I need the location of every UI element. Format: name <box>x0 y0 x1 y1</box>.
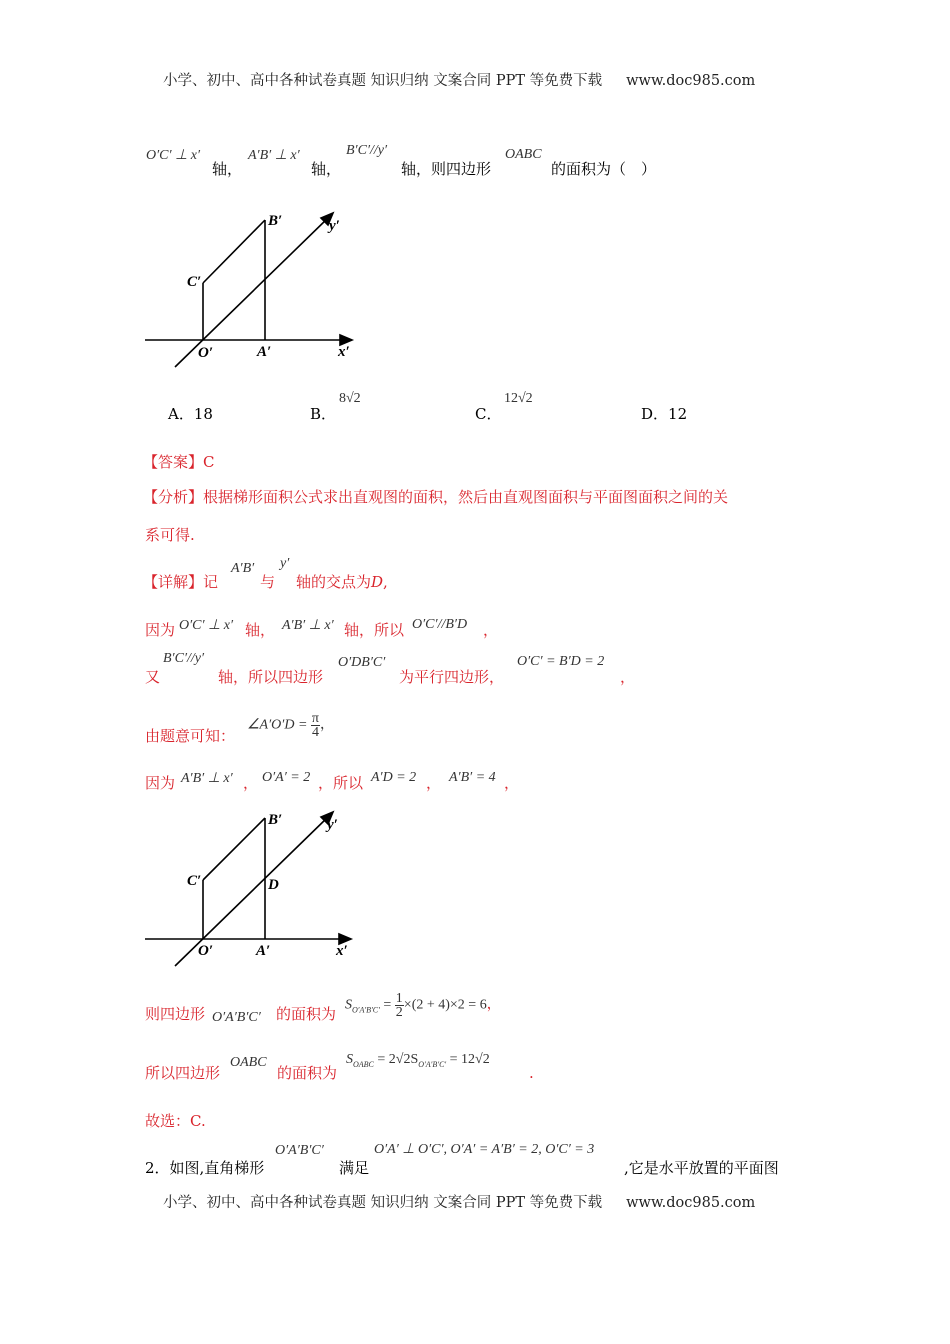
footer-text: 小学、初中、高中各种试卷真题 知识归纳 文案合同 PPT 等免费下载 <box>163 1195 603 1211</box>
text: 轴，所以四边形 <box>218 668 324 686</box>
text: ,它是水平放置的平面图 <box>624 1159 779 1177</box>
text: 所以四边形 <box>145 1064 221 1082</box>
math: O′A′B′C′ <box>275 1143 324 1158</box>
figure-1-labels <box>187 213 350 361</box>
text: 轴， <box>245 621 276 639</box>
text: ，所以 <box>318 774 364 792</box>
math: A′B′ = 4 <box>449 770 496 785</box>
analysis-line1: 【分析】根据梯形面积公式求出直观图的面积，然后由直观图面积与平面图面积之间的关 <box>143 488 729 506</box>
math: O′A′B′C′ <box>212 1010 261 1025</box>
label-a: A′ <box>257 344 272 360</box>
text: ， <box>243 774 259 792</box>
math: O′C′ ⊥ x′ <box>179 618 234 633</box>
text: 轴， <box>311 160 342 178</box>
text: 则四边形 <box>145 1005 206 1023</box>
math: ∠A′O′D = $\frac{\pi}{4}$ ， <box>247 711 334 740</box>
option-c-label: C． <box>475 405 502 423</box>
math: B′C′//y′ <box>163 651 205 666</box>
math: O′A′ ⊥ O′C′, O′A′ = A′B′ = 2, O′C′ = 3 <box>374 1142 595 1157</box>
math: OABC <box>230 1055 267 1070</box>
figure-2-labels <box>187 812 348 959</box>
text: ， <box>426 774 442 792</box>
page-footer <box>163 1191 755 1212</box>
text: 因为 <box>145 774 176 792</box>
figure-2 <box>145 812 351 966</box>
math: O′DB′C′ <box>338 655 386 670</box>
math: O′C′ = B′D = 2 <box>517 654 605 669</box>
text: ， <box>620 668 636 686</box>
text: 2．如图,直角梯形 <box>145 1159 265 1177</box>
math: A′B′ ⊥ x′ <box>181 771 233 786</box>
math: B′C′//y′ <box>346 143 388 158</box>
math: OABC <box>505 147 542 162</box>
label-b: B′ <box>268 213 283 229</box>
label-c: C′ <box>187 274 202 290</box>
analysis-line2: 系可得. <box>145 526 195 544</box>
option-b-label: B． <box>310 405 337 423</box>
math: $S_{OABC} = 2√2S_{O'A'B'C'} = 12√2$ <box>346 1052 490 1069</box>
option-d: D．12 <box>641 405 688 423</box>
text: 的面积为（ ） <box>551 160 657 178</box>
text: 的面积为 <box>277 1064 338 1082</box>
text: ， <box>483 621 499 639</box>
header-site: www.doc985.com <box>626 73 756 89</box>
label-b: B′ <box>268 812 283 828</box>
math: A′D = 2 <box>371 770 417 785</box>
math: A′B′ ⊥ x′ <box>248 148 300 163</box>
label-y: y′ <box>327 817 338 833</box>
math: O′C′ ⊥ x′ <box>146 148 201 163</box>
text: . <box>529 1064 534 1082</box>
text: 轴，所以 <box>344 621 405 639</box>
figure-1 <box>145 213 352 367</box>
label-a: A′ <box>256 943 271 959</box>
text: 又 <box>145 668 161 686</box>
label-c: C′ <box>187 873 202 889</box>
math: $S_{O'A'B'C'}$ = $\frac{1}{2}$ ×(2 + 4)×2 = 6， <box>345 991 501 1020</box>
header-text: 小学、初中、高中各种试卷真题 知识归纳 文案合同 PPT 等免费下载 <box>163 73 603 89</box>
label-x: x′ <box>338 344 350 360</box>
label-o: O′ <box>198 345 214 361</box>
conclusion: 故选：C. <box>145 1112 206 1130</box>
option-c-value: 12√2 <box>504 391 533 406</box>
text: 由题意可知： <box>145 727 236 745</box>
option-a: A．18 <box>168 405 213 423</box>
text: 轴的交点为D, <box>296 573 388 591</box>
text: 轴， <box>212 160 243 178</box>
text: 的面积为 <box>276 1005 337 1023</box>
text: 与 <box>260 573 276 591</box>
text: 为平行四边形， <box>399 668 505 686</box>
detail-line1: 【详解】记 <box>143 573 219 591</box>
math: O′C′//B′D <box>412 617 468 632</box>
text: ， <box>504 774 520 792</box>
math: A′B′ <box>231 561 255 576</box>
label-y: y′ <box>329 218 340 234</box>
text: 满足 <box>339 1159 370 1177</box>
option-b-value: 8√2 <box>339 391 361 406</box>
text: 轴，则四边形 <box>401 160 492 178</box>
label-d: D <box>268 877 279 893</box>
label-x: x′ <box>336 943 348 959</box>
math: y′ <box>280 556 290 571</box>
footer-site: www.doc985.com <box>626 1195 756 1211</box>
math: O′A′ = 2 <box>262 770 311 785</box>
answer: 【答案】C <box>143 453 215 471</box>
text: 因为 <box>145 621 176 639</box>
math: A′B′ ⊥ x′ <box>282 618 334 633</box>
label-o: O′ <box>198 943 214 959</box>
